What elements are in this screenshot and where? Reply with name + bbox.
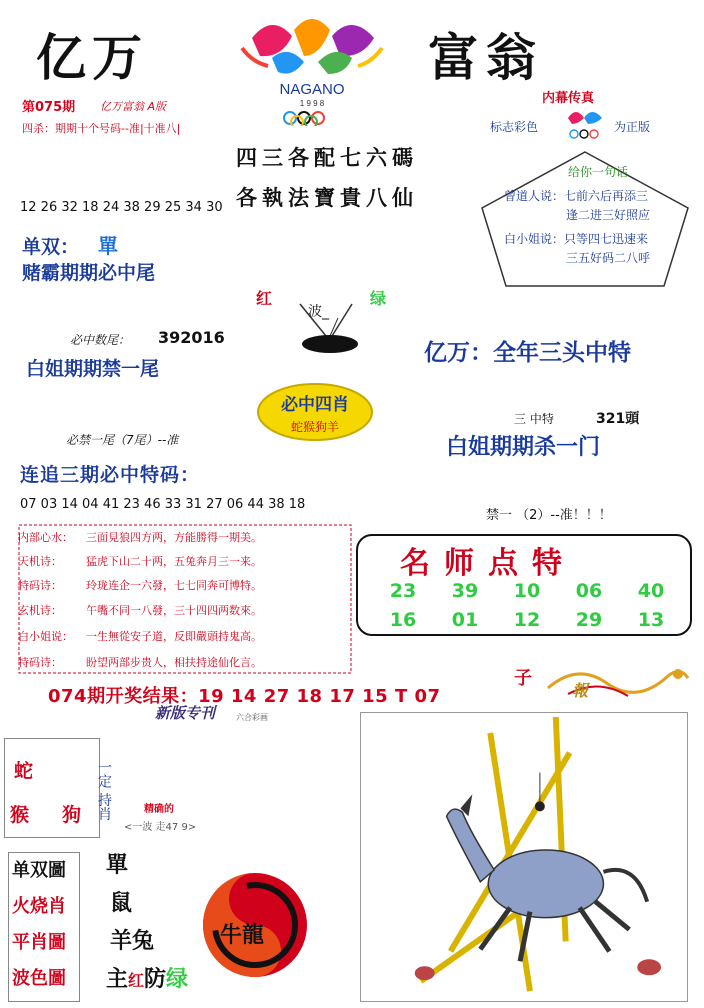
fax-left: 标志彩色 <box>490 120 539 134</box>
logo-year: 1 9 9 8 <box>299 99 325 108</box>
tips-title: 给你一句话 <box>568 165 629 179</box>
bizhong-label: 必中数尾： <box>70 333 131 347</box>
poem-row: 玄机诗： 午嘴不同一八發，三十四四两数來。 <box>18 604 262 617</box>
numbers-row-1: 12 26 32 18 24 38 29 25 34 30 <box>20 200 223 215</box>
bijin-label: 必禁一尾（7尾）--准 <box>66 433 179 447</box>
chart-label: 单双圖 <box>12 860 66 881</box>
logo-text: NAGANO <box>279 81 345 98</box>
zodiac-gou: 狗 <box>62 804 82 826</box>
yangtu-label: 羊兔 <box>110 928 155 954</box>
mingshi-number: 01 <box>451 609 479 631</box>
mingshi-number: 10 <box>513 580 541 602</box>
dubai-slogan: 赌霸期期必中尾 <box>22 262 156 284</box>
mingshi-number: 29 <box>575 609 603 631</box>
mingshi-number: 06 <box>575 580 603 602</box>
mingshi-number: 12 <box>513 609 541 631</box>
draw-result: 074期开奖结果：19 14 27 18 17 15 T 07 <box>48 686 441 707</box>
yiding-label: 一定 持肖 <box>96 760 112 821</box>
title-right: 富翁 <box>428 28 544 87</box>
baijie-men-slogan: 白姐期期杀一门 <box>446 434 601 460</box>
jinyi-label: 禁一 （2）--准！！！ <box>486 508 612 523</box>
poem-box <box>18 524 352 674</box>
zi-label: 子 <box>514 668 532 689</box>
jingque-label: 精确的 <box>144 804 174 815</box>
wave-green: 绿 <box>370 289 387 308</box>
chart-label: 平肖圖 <box>12 932 66 953</box>
poem-row: 白小姐说： 一生無從安子道，反即嚴頭持鬼高。 <box>18 630 262 643</box>
lianzhui-title: 连追三期必中特码： <box>20 464 201 486</box>
poem-row: 特码诗： 盼望两部步贵人，相扶持途仙化言。 <box>18 656 262 669</box>
mingshi-number: 39 <box>451 580 479 602</box>
issue-brand: 亿万富翁 A版 <box>100 100 167 113</box>
dan-label: 單 <box>106 852 129 878</box>
chart-label: 波色圖 <box>12 968 66 989</box>
fax-title: 内幕传真 <box>542 91 595 106</box>
mingshi-title: 名师点特 <box>400 546 576 581</box>
issue-label: 第075期 <box>22 100 76 115</box>
baijie-ban-slogan: 白姐期期禁一尾 <box>26 358 160 380</box>
zodiac-she: 蛇 <box>14 760 34 782</box>
tip-line: 曾道人说：七前六后再添三 <box>504 189 649 203</box>
mingshi-number: 16 <box>389 609 417 631</box>
nagano-logo <box>212 8 412 126</box>
danshuang-value: 單 <box>98 234 118 258</box>
slogan-2: 各執法寶貴八仙 <box>236 185 418 210</box>
horse-illustration <box>360 712 688 1002</box>
tip-line: 白小姐说：只等四七迅速来 <box>504 232 649 246</box>
wave-pot <box>252 282 402 358</box>
poem-row: 天机诗： 猛虎下山二十两，五兔奔月三一来。 <box>18 555 262 568</box>
zodiac-hou: 猴 <box>10 804 30 826</box>
chart-label: 火烧肖 <box>12 896 66 917</box>
zhu-hong-fang-lv: 主红防绿 <box>106 966 189 992</box>
yiwan-slogan: 亿万：全年三头中特 <box>424 339 631 366</box>
poem-row: 特码诗： 玲珑连企一六發，七七同奔可博特。 <box>18 579 262 592</box>
sanzhong-value: 321頭 <box>596 411 640 427</box>
sanzhong-label: 三 中特 <box>514 412 554 426</box>
mingshi-number: 23 <box>389 580 417 602</box>
niulong-label: 牛龍 <box>220 922 265 948</box>
sixiao-title: 必中四肖 <box>281 395 349 415</box>
zhuankan-title: 新版专刊 <box>155 704 216 722</box>
wave-red: 红 <box>256 289 273 308</box>
poem-row: 内部心水： 三面見狼四方两，方能勝得一期美。 <box>18 531 262 544</box>
issue-note: 四杀：期期十个号码--准|十准八| <box>22 122 181 135</box>
tip-line: 逢二进三好照应 <box>566 208 651 222</box>
zhuankan-sub: 六合彩画 <box>236 713 268 722</box>
fax-logo-icon <box>558 104 612 140</box>
danshuang-label: 单双： <box>22 236 80 258</box>
shu-label: 鼠 <box>110 890 133 916</box>
sixiao-value: 蛇猴狗羊 <box>290 420 339 434</box>
dragon-decoration <box>508 658 692 708</box>
tip-line: 三五好码二八呼 <box>566 251 651 265</box>
title-left: 亿万 <box>36 28 148 87</box>
slogan-1: 四三各配七六碼 <box>236 145 418 170</box>
jingque-sub: <一波 走47 9> <box>124 822 197 833</box>
wave-blue: 波_ <box>308 304 329 320</box>
mingshi-number: 40 <box>637 580 665 602</box>
mingshi-number: 13 <box>637 609 665 631</box>
bizhong-value: 392016 <box>158 328 225 347</box>
fax-right: 为正版 <box>614 120 651 134</box>
bao-label: 報 <box>572 681 589 700</box>
numbers-row-2: 07 03 14 04 41 23 46 33 31 27 06 44 38 18 <box>20 497 306 512</box>
